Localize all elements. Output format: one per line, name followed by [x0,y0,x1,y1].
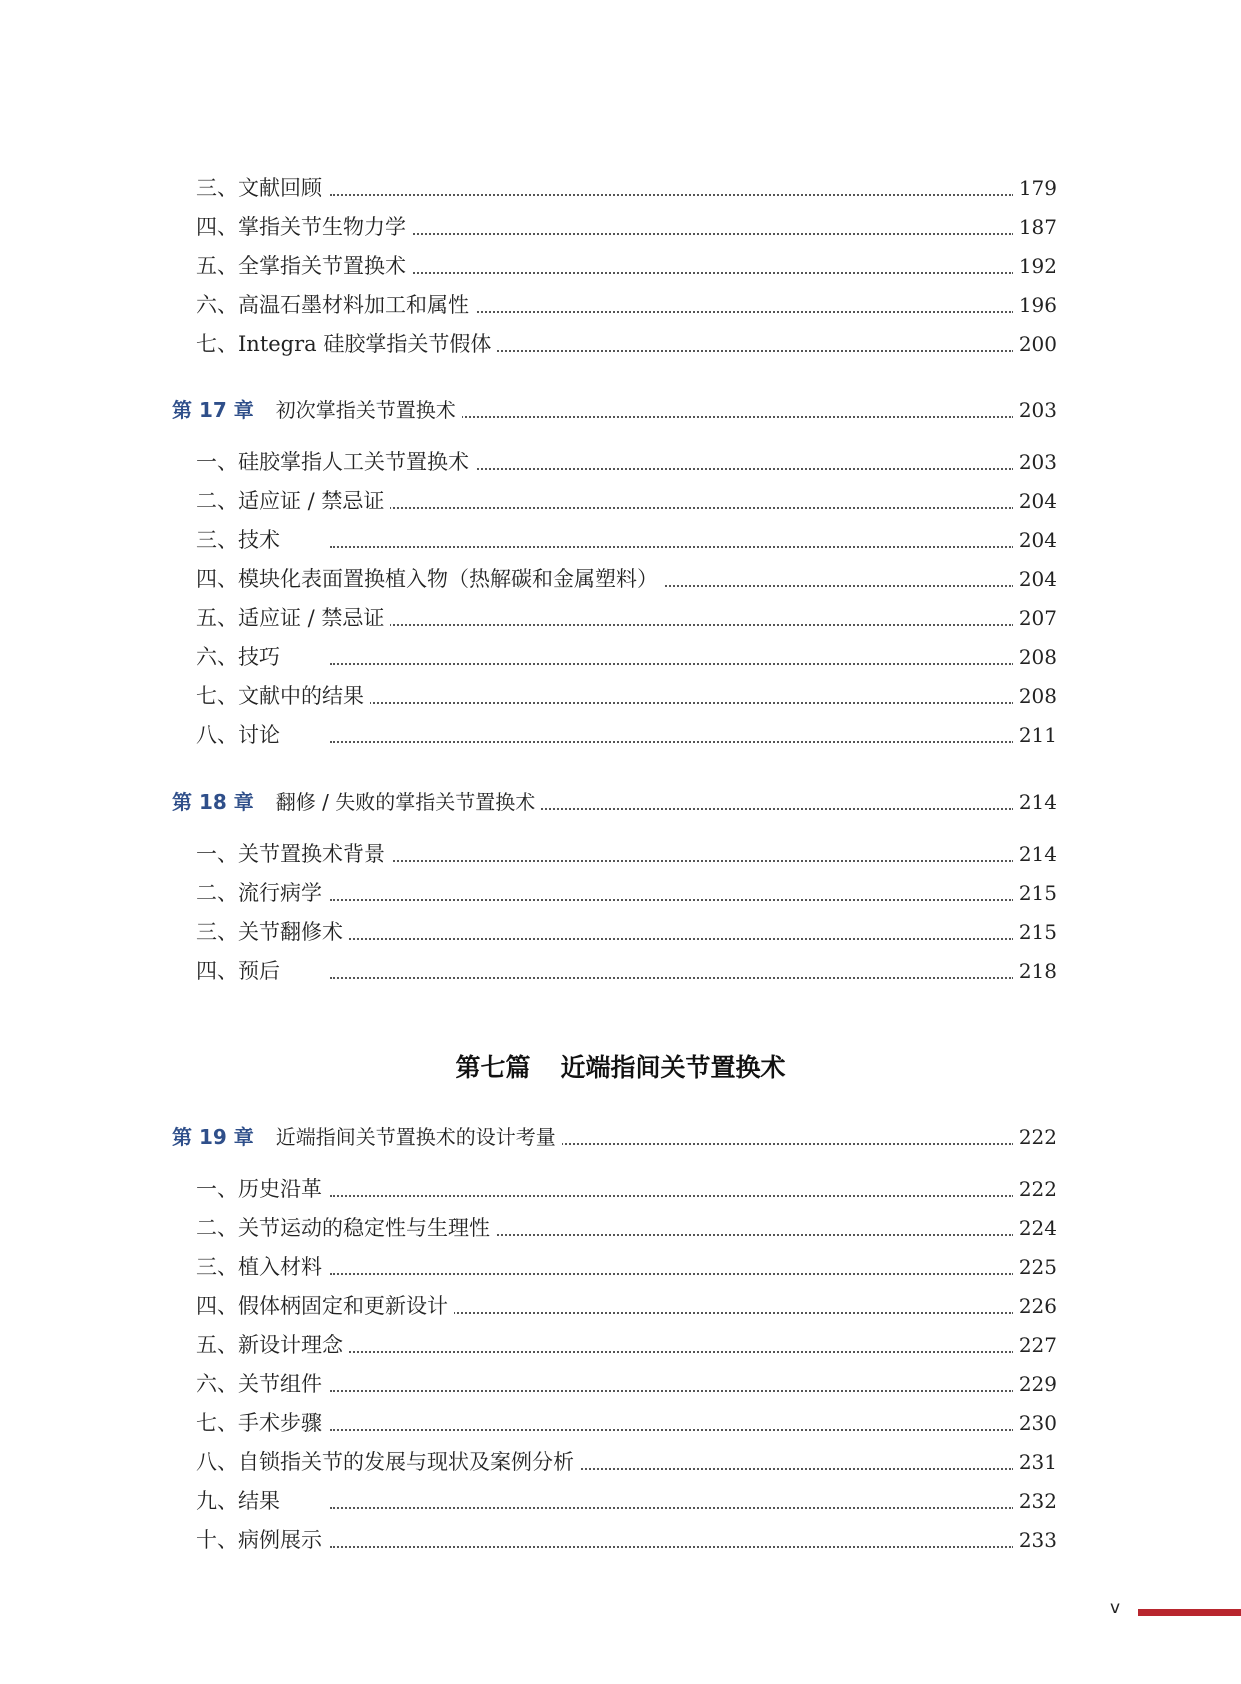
toc-entry[interactable] [0,601,1241,635]
toc-entry[interactable] [0,171,1241,205]
toc-entry-page: 214 [1013,785,1057,819]
chapter-heading [172,1120,562,1154]
dot-leader [330,1546,1014,1548]
toc-entry[interactable] [0,1445,1241,1479]
toc-entry-page: 222 [1013,1172,1057,1206]
chapter-heading [172,393,462,427]
chapter-number: 第 18 章 [172,790,254,814]
dot-leader [330,233,1014,235]
dot-leader [330,1195,1014,1197]
toc-entry[interactable] [0,523,1241,557]
toc-entry-label: 六、高温石墨材料加工和属性 [196,288,475,322]
toc-entry-page: 200 [1013,327,1057,361]
toc-entry-label: 四、假体柄固定和更新设计 [196,1289,454,1323]
dot-leader [330,977,1014,979]
dot-leader [330,702,1014,704]
toc-entry-page: 204 [1013,562,1057,596]
toc-entry-page: 204 [1013,523,1057,557]
dot-leader [330,1429,1014,1431]
toc-entry[interactable] [0,679,1241,713]
toc-entry-label: 二、关节运动的稳定性与生理性 [196,1211,496,1245]
toc-entry[interactable] [0,1367,1241,1401]
accent-bar [1138,1609,1241,1616]
toc-entry[interactable] [0,1289,1241,1323]
toc-entry[interactable] [0,327,1241,361]
toc-entry-page: 226 [1013,1289,1057,1323]
toc-entry-label: 六、关节组件 [196,1367,328,1401]
toc-entry[interactable] [0,288,1241,322]
toc-entry-label: 四、掌指关节生物力学 [196,210,412,244]
toc-entry-page: 233 [1013,1523,1057,1557]
toc-entry-page: 230 [1013,1406,1057,1440]
toc-entry-label: 七、Integra 硅胶掌指关节假体 [196,327,497,361]
toc-entry-page: 215 [1013,915,1057,949]
chapter-title: 翻修 / 失败的掌指关节置换术 [275,790,536,814]
toc-entry-page: 224 [1013,1211,1057,1245]
toc-entry[interactable] [0,1523,1241,1557]
chapter-number: 第 19 章 [172,1125,254,1149]
part-number: 第七篇 [455,1053,531,1082]
dot-leader [330,624,1014,626]
toc-entry-page: 227 [1013,1328,1057,1362]
toc-entry-page: 208 [1013,679,1057,713]
dot-leader [330,1351,1014,1353]
toc-chapter-18[interactable] [0,785,1241,819]
dot-leader [330,194,1014,196]
toc-entry[interactable] [0,837,1241,871]
toc-entry-label: 六、技巧 [196,640,286,674]
toc-entry[interactable] [0,1406,1241,1440]
chapter-title: 近端指间关节置换术的设计考量 [275,1125,556,1149]
dot-leader [330,741,1014,743]
toc-entry[interactable] [0,1484,1241,1518]
toc-entry-page: 203 [1013,445,1057,479]
toc-entry[interactable] [0,1328,1241,1362]
toc-entry-label: 五、全掌指关节置换术 [196,249,412,283]
toc-entry-label: 五、适应证 / 禁忌证 [196,601,390,635]
toc-entry-page: 208 [1013,640,1057,674]
chapter-heading [172,785,541,819]
toc-entry-page: 218 [1013,954,1057,988]
toc-entry[interactable] [0,210,1241,244]
page-number: v [1110,1598,1121,1618]
toc-entry[interactable] [0,640,1241,674]
toc-entry[interactable] [0,1250,1241,1284]
part-heading [0,1048,1241,1088]
dot-leader [330,1507,1014,1509]
dot-leader [330,507,1014,509]
toc-entry-label: 三、文献回顾 [196,171,328,205]
toc-entry-page: 231 [1013,1445,1057,1479]
dot-leader [330,1390,1014,1392]
toc-entry-label: 三、技术 [196,523,286,557]
toc-entry-page: 203 [1013,393,1057,427]
toc-entry-label: 九、结果 [196,1484,286,1518]
toc-entry-page: 222 [1013,1120,1057,1154]
toc-entry-label: 七、文献中的结果 [196,679,370,713]
toc-entry-page: 196 [1013,288,1057,322]
toc-entry[interactable] [0,1172,1241,1206]
dot-leader [330,938,1014,940]
toc-entry-page: 207 [1013,601,1057,635]
toc-entry-label: 七、手术步骤 [196,1406,328,1440]
toc-entry-page: 179 [1013,171,1057,205]
toc-entry-page: 192 [1013,249,1057,283]
toc-entry[interactable] [0,249,1241,283]
toc-entry-label: 一、历史沿革 [196,1172,328,1206]
toc-entry[interactable] [0,562,1241,596]
toc-entry-page: 214 [1013,837,1057,871]
toc-entry-label: 二、适应证 / 禁忌证 [196,484,390,518]
toc-entry-page: 211 [1013,718,1057,752]
toc-entry-label: 八、自锁指关节的发展与现状及案例分析 [196,1445,580,1479]
part-title: 近端指间关节置换术 [560,1053,786,1082]
toc-entry-page: 225 [1013,1250,1057,1284]
toc-entry-label: 三、关节翻修术 [196,915,349,949]
toc-entry[interactable] [0,445,1241,479]
toc-entry-label: 一、硅胶掌指人工关节置换术 [196,445,475,479]
toc-entry[interactable] [0,484,1241,518]
toc-entry-page: 204 [1013,484,1057,518]
toc-entry[interactable] [0,954,1241,988]
toc-entry[interactable] [0,1211,1241,1245]
dot-leader [330,272,1014,274]
dot-leader [330,1273,1014,1275]
toc-entry-label: 五、新设计理念 [196,1328,349,1362]
dot-leader [330,663,1014,665]
toc-entry-page: 229 [1013,1367,1057,1401]
toc-entry[interactable] [0,915,1241,949]
toc-entry-label: 三、植入材料 [196,1250,328,1284]
toc-entry-label: 一、关节置换术背景 [196,837,391,871]
toc-entry-page: 187 [1013,210,1057,244]
toc-entry[interactable] [0,718,1241,752]
toc-chapter-19[interactable] [0,1120,1241,1154]
toc-entry[interactable] [0,876,1241,910]
toc-entry-label: 四、预后 [196,954,286,988]
dot-leader [330,546,1014,548]
toc-entry-label: 十、病例展示 [196,1523,328,1557]
toc-entry-page: 232 [1013,1484,1057,1518]
dot-leader [330,860,1014,862]
chapter-number: 第 17 章 [172,398,254,422]
toc-entry-label: 八、讨论 [196,718,286,752]
toc-chapter-17[interactable] [0,393,1241,427]
dot-leader [330,899,1014,901]
toc-entry-label: 四、模块化表面置换植入物（热解碳和金属塑料） [196,562,664,596]
toc-entry-page: 215 [1013,876,1057,910]
toc-entry-label: 二、流行病学 [196,876,328,910]
chapter-title: 初次掌指关节置换术 [275,398,456,422]
